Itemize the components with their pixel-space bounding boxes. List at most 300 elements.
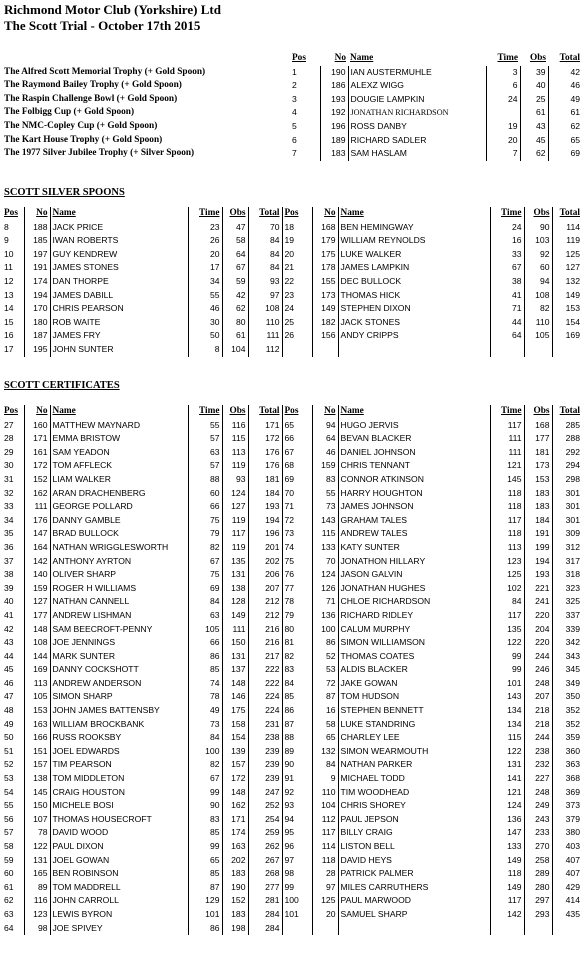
left-name: OLIVER SHARP bbox=[50, 568, 188, 582]
right-no: 133 bbox=[312, 541, 338, 555]
left-total: 207 bbox=[248, 582, 282, 596]
left-total: 212 bbox=[248, 609, 282, 623]
left-total: 184 bbox=[248, 487, 282, 501]
table-row bbox=[2, 446, 582, 460]
left-total: 224 bbox=[248, 704, 282, 718]
right-name: DAVID HEYS bbox=[338, 854, 490, 868]
right-obs: 232 bbox=[524, 758, 552, 772]
right-empty-cell bbox=[490, 343, 524, 357]
table-row bbox=[2, 854, 582, 868]
left-no: 150 bbox=[24, 799, 50, 813]
right-name: CHARLEY LEE bbox=[338, 731, 490, 745]
left-obs: 198 bbox=[222, 922, 248, 936]
left-no: 174 bbox=[24, 275, 50, 289]
right-empty-cell bbox=[490, 922, 524, 936]
cell-total: 62 bbox=[548, 120, 582, 134]
left-pos: 28 bbox=[2, 432, 24, 446]
trophy-name: The Raymond Bailey Trophy (+ Gold Spoon) bbox=[4, 80, 182, 91]
right-time: 131 bbox=[490, 758, 524, 772]
right-empty-cell bbox=[524, 922, 552, 936]
right-obs: 191 bbox=[524, 527, 552, 541]
left-header-name: Name bbox=[50, 405, 188, 419]
left-name: MICHELE BOSI bbox=[50, 799, 188, 813]
left-time: 63 bbox=[188, 609, 222, 623]
right-obs: 90 bbox=[524, 221, 552, 235]
left-pos: 57 bbox=[2, 826, 24, 840]
left-pos: 51 bbox=[2, 745, 24, 759]
right-empty-cell bbox=[312, 343, 338, 357]
left-total: 268 bbox=[248, 867, 282, 881]
left-total: 238 bbox=[248, 731, 282, 745]
table-row bbox=[2, 248, 582, 262]
right-name: ALDIS BLACKER bbox=[338, 663, 490, 677]
right-pos: 95 bbox=[282, 826, 312, 840]
left-no: 187 bbox=[24, 329, 50, 343]
left-name: DANNY COCKSHOTT bbox=[50, 663, 188, 677]
left-pos: 9 bbox=[2, 234, 24, 248]
right-obs: 168 bbox=[524, 419, 552, 433]
right-time: 143 bbox=[490, 690, 524, 704]
left-name: TOM MADDRELL bbox=[50, 881, 188, 895]
left-total: 267 bbox=[248, 854, 282, 868]
left-no: 138 bbox=[24, 772, 50, 786]
right-total: 149 bbox=[565, 289, 580, 300]
left-header-time: Time bbox=[188, 405, 222, 419]
right-pos: 92 bbox=[282, 786, 312, 800]
right-no: 118 bbox=[312, 854, 338, 868]
right-total: 154 bbox=[565, 316, 580, 327]
left-no: 111 bbox=[24, 500, 50, 514]
right-total: 298 bbox=[565, 473, 580, 484]
right-pos: 86 bbox=[282, 704, 312, 718]
left-obs: 137 bbox=[222, 663, 248, 677]
left-time: 57 bbox=[188, 459, 222, 473]
right-name: NATHAN PARKER bbox=[338, 758, 490, 772]
right-no: 65 bbox=[312, 731, 338, 745]
left-pos: 47 bbox=[2, 690, 24, 704]
header-name: Name bbox=[350, 53, 374, 63]
trophy-name: The Kart House Trophy (+ Gold Spoon) bbox=[4, 134, 163, 145]
table-row bbox=[2, 568, 582, 582]
right-obs: 233 bbox=[524, 826, 552, 840]
cell-no: 189 bbox=[320, 134, 348, 148]
trophy-row bbox=[2, 134, 582, 148]
right-no: 55 bbox=[312, 487, 338, 501]
left-time: 85 bbox=[188, 663, 222, 677]
right-obs: 92 bbox=[524, 248, 552, 262]
left-pos: 63 bbox=[2, 908, 24, 922]
left-no: 144 bbox=[24, 650, 50, 664]
left-pos: 42 bbox=[2, 623, 24, 637]
table-row bbox=[2, 234, 582, 248]
right-time: 41 bbox=[490, 289, 524, 303]
cell-time: 19 bbox=[486, 120, 520, 134]
right-obs: 207 bbox=[524, 690, 552, 704]
right-total: 318 bbox=[565, 569, 580, 580]
left-name: JOE JENNINGS bbox=[50, 636, 188, 650]
right-name: DEC BULLOCK bbox=[338, 275, 490, 289]
left-no: 153 bbox=[24, 704, 50, 718]
table-row bbox=[2, 786, 582, 800]
right-total: 349 bbox=[565, 677, 580, 688]
right-total: 325 bbox=[565, 596, 580, 607]
left-time: 46 bbox=[188, 302, 222, 316]
right-name: LISTON BELL bbox=[338, 840, 490, 854]
right-pos: 91 bbox=[282, 772, 312, 786]
left-header-obs: Obs bbox=[222, 405, 248, 419]
left-obs: 146 bbox=[222, 690, 248, 704]
left-pos: 30 bbox=[2, 459, 24, 473]
left-total: 252 bbox=[248, 799, 282, 813]
left-no: 163 bbox=[24, 718, 50, 732]
right-no: 143 bbox=[312, 514, 338, 528]
table-row bbox=[2, 731, 582, 745]
header-row bbox=[2, 207, 582, 221]
right-header-total: Total bbox=[559, 208, 580, 218]
right-time: 136 bbox=[490, 813, 524, 827]
left-name: WILLIAM BROCKBANK bbox=[50, 718, 188, 732]
right-obs: 105 bbox=[524, 329, 552, 343]
left-obs: 152 bbox=[222, 894, 248, 908]
right-time: 115 bbox=[490, 731, 524, 745]
right-empty-cell bbox=[282, 343, 312, 357]
table-row bbox=[2, 908, 582, 922]
right-time: 117 bbox=[490, 609, 524, 623]
right-pos: 88 bbox=[282, 731, 312, 745]
left-obs: 174 bbox=[222, 826, 248, 840]
table-row bbox=[2, 772, 582, 786]
left-name: PAUL DIXON bbox=[50, 840, 188, 854]
right-obs: 218 bbox=[524, 704, 552, 718]
left-name: TIM PEARSON bbox=[50, 758, 188, 772]
left-obs: 183 bbox=[222, 867, 248, 881]
right-name: PAUL JEPSON bbox=[338, 813, 490, 827]
header-row bbox=[2, 405, 582, 419]
table-row bbox=[2, 690, 582, 704]
table-row bbox=[2, 527, 582, 541]
left-time: 30 bbox=[188, 316, 222, 330]
right-time: 113 bbox=[490, 541, 524, 555]
right-header-pos: Pos bbox=[282, 207, 312, 221]
right-pos: 96 bbox=[282, 840, 312, 854]
cell-name: JONATHAN RICHARDSON bbox=[348, 106, 486, 120]
left-obs: 135 bbox=[222, 555, 248, 569]
left-pos: 13 bbox=[2, 289, 24, 303]
left-time: 90 bbox=[188, 799, 222, 813]
right-no: 87 bbox=[312, 690, 338, 704]
right-no: 112 bbox=[312, 813, 338, 827]
right-pos: 84 bbox=[282, 677, 312, 691]
right-no: 115 bbox=[312, 527, 338, 541]
left-no: 89 bbox=[24, 881, 50, 895]
left-header-pos: Pos bbox=[2, 405, 24, 419]
table-row bbox=[2, 745, 582, 759]
left-total: 110 bbox=[248, 316, 282, 330]
left-header-time: Time bbox=[188, 207, 222, 221]
left-pos: 37 bbox=[2, 555, 24, 569]
left-no: 142 bbox=[24, 555, 50, 569]
left-obs: 104 bbox=[222, 343, 248, 357]
table-row bbox=[2, 432, 582, 446]
right-obs: 220 bbox=[524, 609, 552, 623]
cell-time: 6 bbox=[486, 79, 520, 93]
left-name: ROB WAITE bbox=[50, 316, 188, 330]
left-time: 66 bbox=[188, 636, 222, 650]
right-total: 350 bbox=[565, 691, 580, 702]
cell-no: 186 bbox=[320, 79, 348, 93]
right-obs: 293 bbox=[524, 908, 552, 922]
left-total: 206 bbox=[248, 568, 282, 582]
cell-pos: 4 bbox=[292, 107, 297, 118]
left-obs: 149 bbox=[222, 609, 248, 623]
left-pos: 60 bbox=[2, 867, 24, 881]
left-obs: 111 bbox=[222, 623, 248, 637]
right-total: 169 bbox=[565, 330, 580, 341]
left-no: 145 bbox=[24, 786, 50, 800]
right-time: 102 bbox=[490, 582, 524, 596]
left-time: 73 bbox=[188, 718, 222, 732]
left-obs: 175 bbox=[222, 704, 248, 718]
right-no: 110 bbox=[312, 786, 338, 800]
left-header-pos: Pos bbox=[2, 207, 24, 221]
right-header-no: No bbox=[312, 207, 338, 221]
right-total: 407 bbox=[565, 868, 580, 879]
left-time: 99 bbox=[188, 786, 222, 800]
left-time: 83 bbox=[188, 813, 222, 827]
left-name: THOMAS HOUSECROFT bbox=[50, 813, 188, 827]
left-total: 93 bbox=[248, 275, 282, 289]
table-row bbox=[2, 487, 582, 501]
table-row bbox=[2, 555, 582, 569]
left-time: 85 bbox=[188, 826, 222, 840]
table-row bbox=[2, 541, 582, 555]
right-total: 132 bbox=[565, 275, 580, 286]
right-pos: 101 bbox=[282, 908, 312, 922]
left-obs: 64 bbox=[222, 248, 248, 262]
left-pos: 15 bbox=[2, 316, 24, 330]
left-pos: 36 bbox=[2, 541, 24, 555]
left-no: 194 bbox=[24, 289, 50, 303]
left-no: 180 bbox=[24, 316, 50, 330]
left-total: 262 bbox=[248, 840, 282, 854]
right-pos: 18 bbox=[282, 221, 312, 235]
right-name: CONNOR ATKINSON bbox=[338, 473, 490, 487]
left-obs: 183 bbox=[222, 908, 248, 922]
table-row bbox=[2, 261, 582, 275]
right-header-no: No bbox=[312, 405, 338, 419]
left-total: 281 bbox=[248, 894, 282, 908]
left-name: ANDREW ANDERSON bbox=[50, 677, 188, 691]
right-empty-cell bbox=[552, 343, 582, 357]
right-time: 117 bbox=[490, 894, 524, 908]
right-header-time: Time bbox=[490, 207, 524, 221]
left-time: 57 bbox=[188, 432, 222, 446]
right-pos: 70 bbox=[282, 487, 312, 501]
left-obs: 124 bbox=[222, 487, 248, 501]
right-pos: 72 bbox=[282, 514, 312, 528]
left-pos: 8 bbox=[2, 221, 24, 235]
right-name: CALUM MURPHY bbox=[338, 623, 490, 637]
certificates-table bbox=[2, 405, 582, 935]
right-time: 71 bbox=[490, 302, 524, 316]
right-total: 114 bbox=[566, 221, 580, 232]
cell-pos: 3 bbox=[292, 93, 297, 104]
left-total: 239 bbox=[248, 772, 282, 786]
right-total: 369 bbox=[565, 786, 580, 797]
left-time: 87 bbox=[188, 881, 222, 895]
left-header-total: Total bbox=[248, 207, 282, 221]
right-obs: 173 bbox=[524, 459, 552, 473]
trophy-row bbox=[2, 66, 582, 80]
right-time: 133 bbox=[490, 840, 524, 854]
right-name: JONATHON HILLARY bbox=[338, 555, 490, 569]
left-obs: 116 bbox=[222, 419, 248, 433]
right-no: 52 bbox=[312, 650, 338, 664]
left-no: 172 bbox=[24, 459, 50, 473]
right-pos: 69 bbox=[282, 473, 312, 487]
left-obs: 162 bbox=[222, 799, 248, 813]
right-no: 175 bbox=[312, 248, 338, 262]
right-obs: 220 bbox=[524, 636, 552, 650]
left-pos: 53 bbox=[2, 772, 24, 786]
left-name: IWAN ROBERTS bbox=[50, 234, 188, 248]
right-name: TIM WOODHEAD bbox=[338, 786, 490, 800]
left-time: 99 bbox=[188, 840, 222, 854]
left-total: 231 bbox=[248, 718, 282, 732]
left-no: 164 bbox=[24, 541, 50, 555]
right-no: 132 bbox=[312, 745, 338, 759]
left-time: 79 bbox=[188, 527, 222, 541]
left-time: 20 bbox=[188, 248, 222, 262]
left-time: 66 bbox=[188, 500, 222, 514]
left-no: 122 bbox=[24, 840, 50, 854]
left-pos: 55 bbox=[2, 799, 24, 813]
right-obs: 221 bbox=[524, 582, 552, 596]
right-time: 118 bbox=[490, 527, 524, 541]
left-pos: 54 bbox=[2, 786, 24, 800]
left-time: 65 bbox=[188, 854, 222, 868]
left-no: 152 bbox=[24, 473, 50, 487]
right-pos: 81 bbox=[282, 636, 312, 650]
left-obs: 157 bbox=[222, 758, 248, 772]
cell-pos: 2 bbox=[292, 80, 297, 91]
right-no: 46 bbox=[312, 446, 338, 460]
right-header-time: Time bbox=[490, 405, 524, 419]
left-pos: 32 bbox=[2, 487, 24, 501]
left-time: 105 bbox=[188, 623, 222, 637]
left-pos: 56 bbox=[2, 813, 24, 827]
right-pos: 90 bbox=[282, 758, 312, 772]
cell-pos: 5 bbox=[292, 120, 297, 131]
right-name: SIMON WEARMOUTH bbox=[338, 745, 490, 759]
left-total: 97 bbox=[248, 289, 282, 303]
cell-no: 192 bbox=[320, 106, 348, 120]
cell-total: 61 bbox=[548, 106, 582, 120]
table-row bbox=[2, 718, 582, 732]
right-time: 145 bbox=[490, 473, 524, 487]
left-obs: 119 bbox=[222, 514, 248, 528]
table-row bbox=[2, 595, 582, 609]
left-total: 193 bbox=[248, 500, 282, 514]
cell-pos: 6 bbox=[292, 134, 297, 145]
right-name: TOM HUDSON bbox=[338, 690, 490, 704]
left-pos: 40 bbox=[2, 595, 24, 609]
right-total: 317 bbox=[565, 555, 580, 566]
table-row bbox=[2, 799, 582, 813]
left-obs: 148 bbox=[222, 677, 248, 691]
right-obs: 183 bbox=[524, 487, 552, 501]
silver-spoons-title: SCOTT SILVER SPOONS bbox=[4, 187, 125, 198]
left-pos: 62 bbox=[2, 894, 24, 908]
right-time: 121 bbox=[490, 786, 524, 800]
right-obs: 244 bbox=[524, 650, 552, 664]
left-obs: 58 bbox=[222, 234, 248, 248]
table-row bbox=[2, 316, 582, 330]
right-header-obs: Obs bbox=[524, 405, 552, 419]
right-no: 114 bbox=[312, 840, 338, 854]
right-total: 343 bbox=[565, 650, 580, 661]
left-total: 176 bbox=[248, 459, 282, 473]
table-row bbox=[2, 419, 582, 433]
left-name: GEORGE POLLARD bbox=[50, 500, 188, 514]
right-total: 301 bbox=[565, 501, 580, 512]
left-total: 84 bbox=[248, 261, 282, 275]
right-name: CHRIS SHOREY bbox=[338, 799, 490, 813]
left-obs: 80 bbox=[222, 316, 248, 330]
right-obs: 194 bbox=[524, 555, 552, 569]
right-total: 294 bbox=[565, 460, 580, 471]
right-total: 373 bbox=[565, 800, 580, 811]
right-time: 149 bbox=[490, 854, 524, 868]
right-time: 24 bbox=[490, 221, 524, 235]
left-total: 111 bbox=[248, 329, 282, 343]
certificates-title: SCOTT CERTIFICATES bbox=[4, 380, 120, 391]
right-obs: 241 bbox=[524, 595, 552, 609]
left-time: 55 bbox=[188, 289, 222, 303]
left-name: BRAD BULLOCK bbox=[50, 527, 188, 541]
left-pos: 27 bbox=[2, 419, 24, 433]
right-name: BEN HEMINGWAY bbox=[338, 221, 490, 235]
right-pos: 25 bbox=[282, 316, 312, 330]
table-row bbox=[2, 623, 582, 637]
left-total: 239 bbox=[248, 758, 282, 772]
right-time: 122 bbox=[490, 745, 524, 759]
right-name: SIMON WILLIAMSON bbox=[338, 636, 490, 650]
left-name: ARAN DRACHENBERG bbox=[50, 487, 188, 501]
event-title: The Scott Trial - October 17th 2015 bbox=[4, 18, 201, 33]
right-time: 99 bbox=[490, 663, 524, 677]
left-total: 176 bbox=[248, 446, 282, 460]
right-total: 435 bbox=[565, 908, 580, 919]
left-name: JOHN JAMES BATTENSBY bbox=[50, 704, 188, 718]
header-total: Total bbox=[559, 53, 580, 63]
left-no: 166 bbox=[24, 731, 50, 745]
right-no: 58 bbox=[312, 718, 338, 732]
left-time: 82 bbox=[188, 541, 222, 555]
left-total: 70 bbox=[248, 221, 282, 235]
left-obs: 128 bbox=[222, 595, 248, 609]
left-pos: 50 bbox=[2, 731, 24, 745]
right-no: 84 bbox=[312, 758, 338, 772]
right-time: 135 bbox=[490, 623, 524, 637]
right-total: 403 bbox=[565, 841, 580, 851]
left-total: 217 bbox=[248, 650, 282, 664]
trophy-name: The Raspin Challenge Bowl (+ Gold Spoon) bbox=[4, 93, 178, 104]
cell-obs: 45 bbox=[520, 134, 548, 148]
right-time: 67 bbox=[490, 261, 524, 275]
left-no: 159 bbox=[24, 582, 50, 596]
left-total: 172 bbox=[248, 432, 282, 446]
